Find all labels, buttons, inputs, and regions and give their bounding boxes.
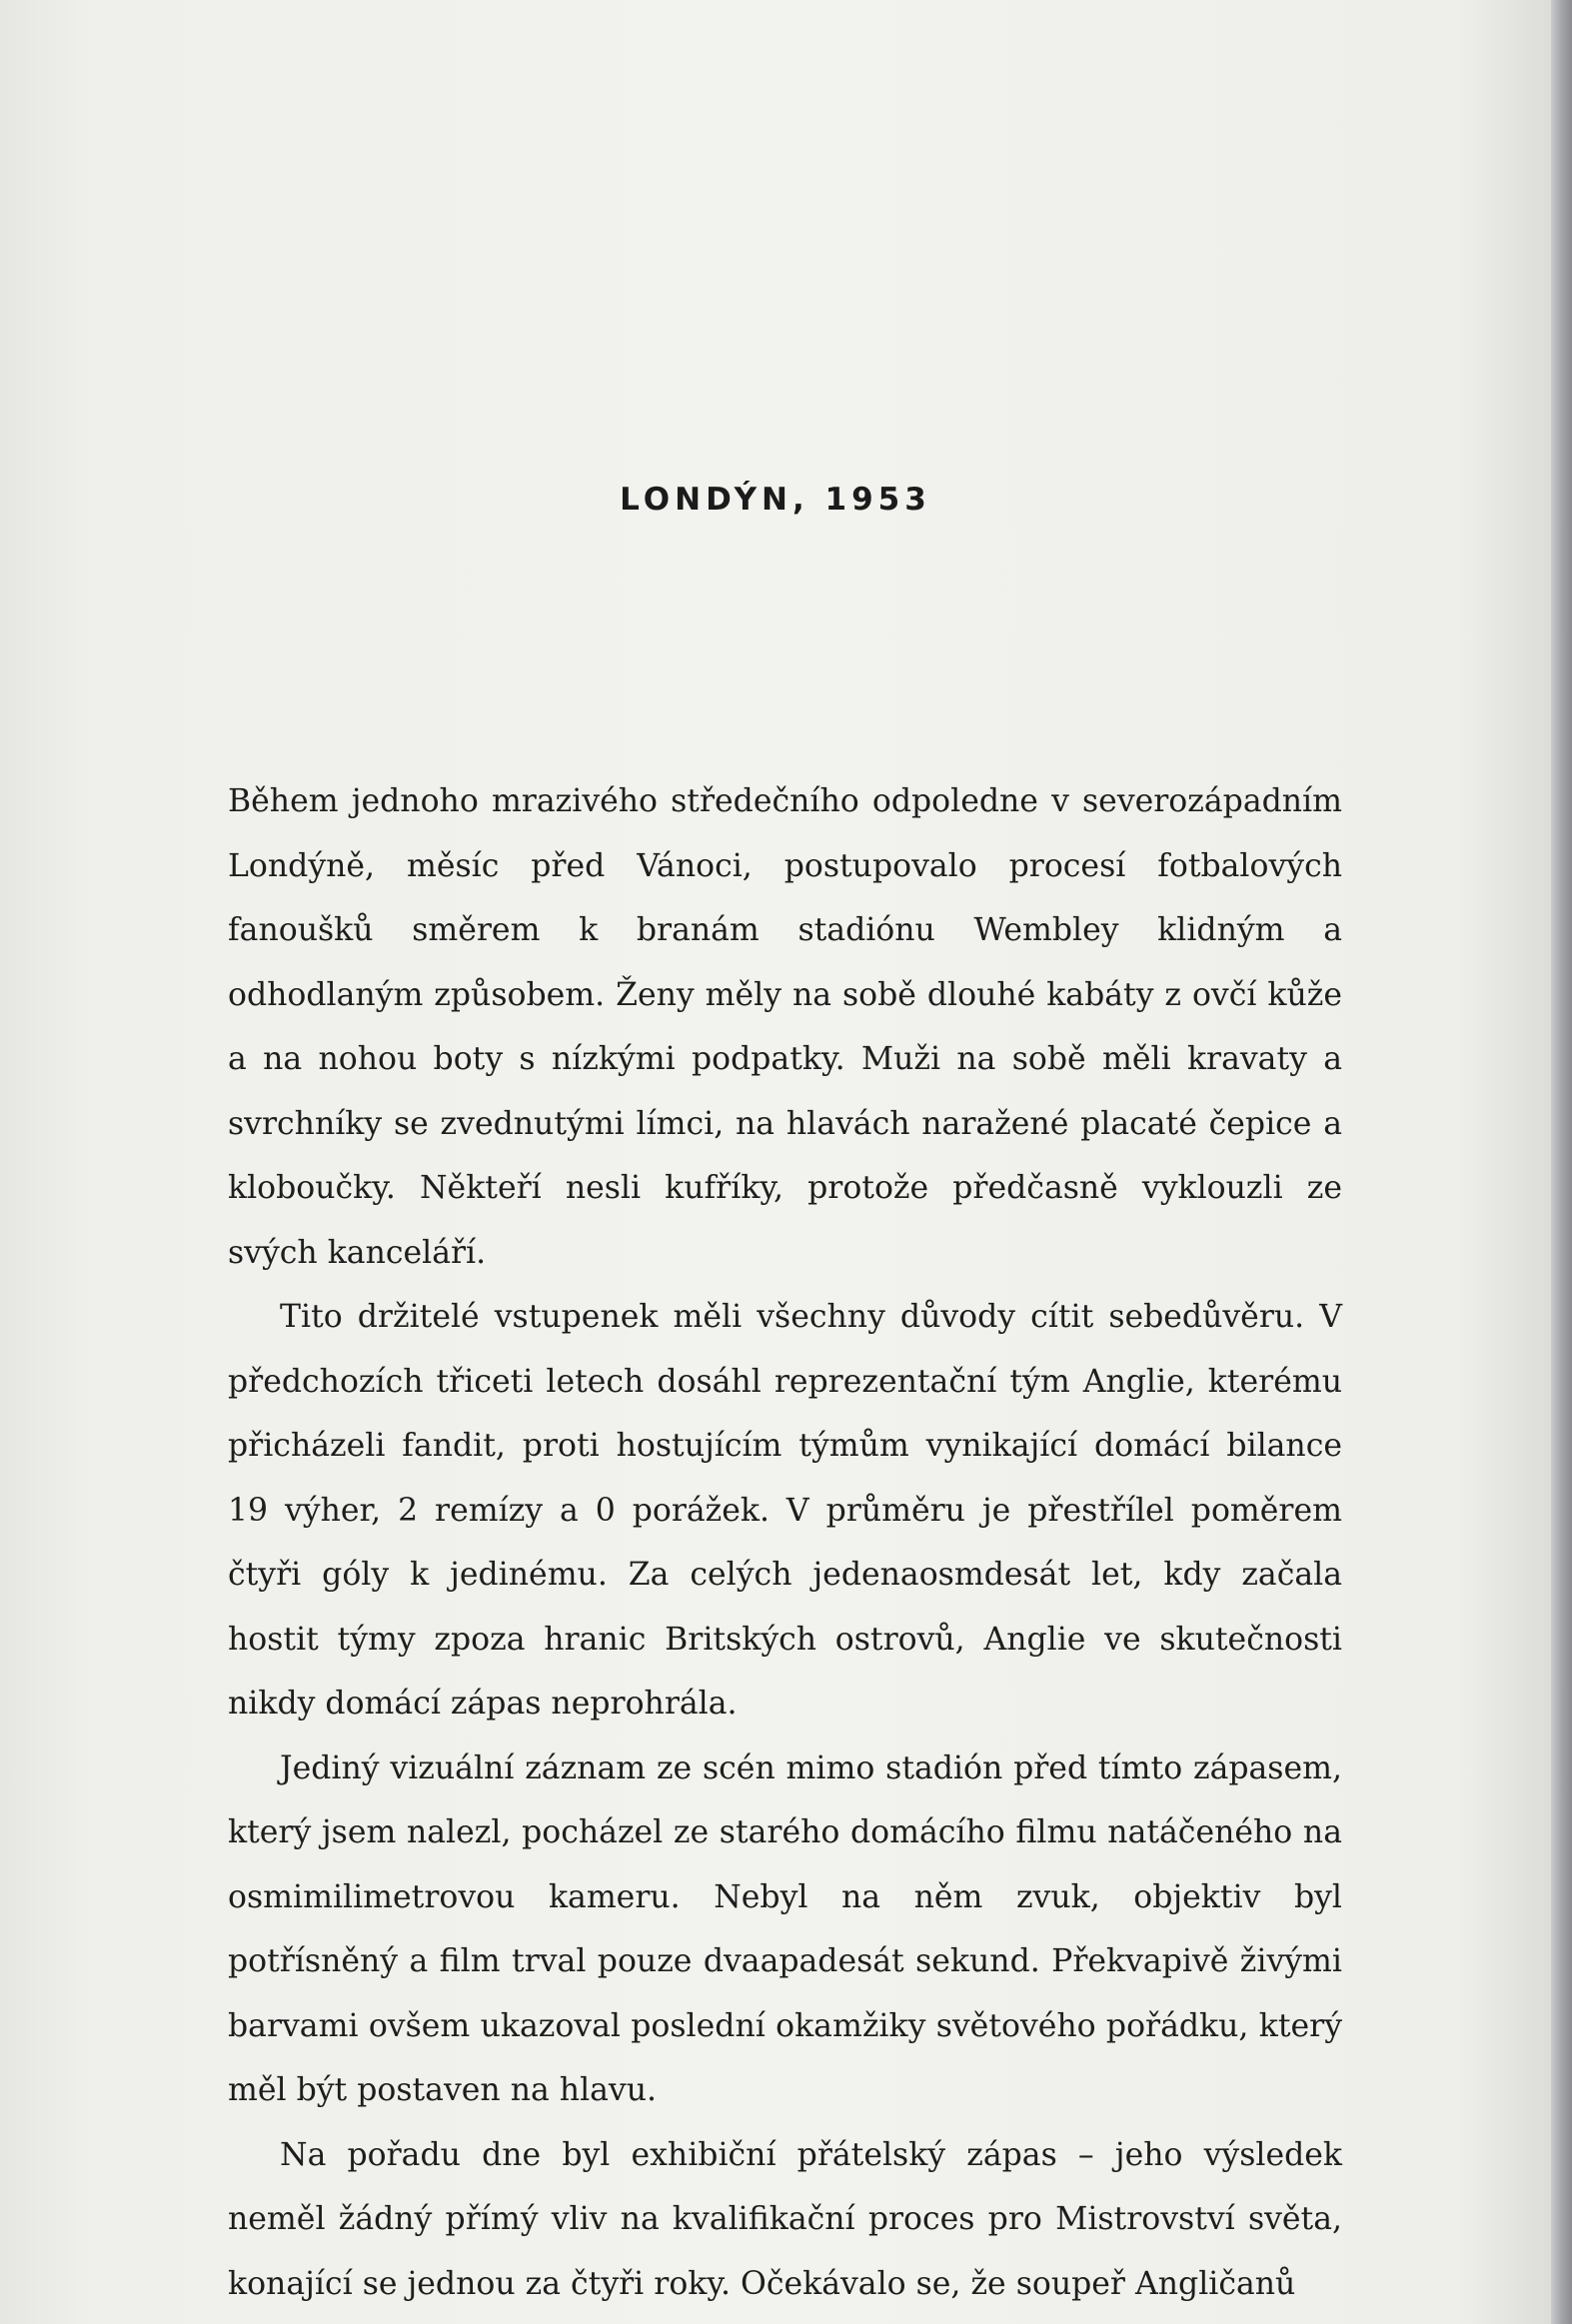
paragraph: Během jednoho mrazivého středečního odpoledne v severozápadním Londýně, měsíc před Vánoci, postupovalo procesí fotbalových fanoušků směrem k branám stadiónu Wembley klidným a odhodlaným způsobem. Ženy měly na sobě dlouhé kabáty z ovčí kůže a na nohou boty s nízkými podpatky. Muži na sobě měli kravaty a svrchníky se zvednutými límci, na hlavách naražené placaté čepice a kloboučky. Někteří nesli kufříky, protože předčasně vyklouzli ze svých kanceláří. (228, 783, 1342, 1271)
paragraph: Tito držitelé vstupenek měli všechny důvody cítit sebedůvěru. V předchozích třiceti letech dosáhl reprezentační tým Anglie, kterému přicházeli fandit, proti hostujícím týmům vynikající domácí bilance 19 výher, 2 remízy a 0 porážek. V průměru je přestřílel poměrem čtyři góly k jedinému. Za celých jedenaosmdesát let, kdy začala hostit týmy zpoza hranic Britských ostrovů, Anglie ve skutečnosti nikdy domácí zápas neprohrála. (228, 1299, 1342, 1722)
paragraph: Na pořadu dne byl exhibiční přátelský zápas – jeho výsledek neměl žádný přímý vliv na kvalifikační proces pro Mistrovství světa, konající se jednou za čtyři roky. Očekávalo se, že soupeř Angličanů (228, 2136, 1342, 2302)
chapter-heading: LONDÝN, 1953 (620, 482, 931, 518)
paragraph: Jediný vizuální záznam ze scén mimo stadión před tímto zápasem, který jsem nalezl, pocházel ze starého domácího filmu natáčeného na osmimilimetrovou kameru. Nebyl na něm zvuk, objektiv byl potřísněný a film trval pouze dvaapadesát sekund. Překvapivě živými barvami ovšem ukazoval poslední okamžiky světového pořádku, který měl být postaven na hlavu. (228, 1749, 1342, 2108)
page-edge-shadow (1551, 0, 1572, 2324)
chapter-body (228, 769, 1342, 2316)
